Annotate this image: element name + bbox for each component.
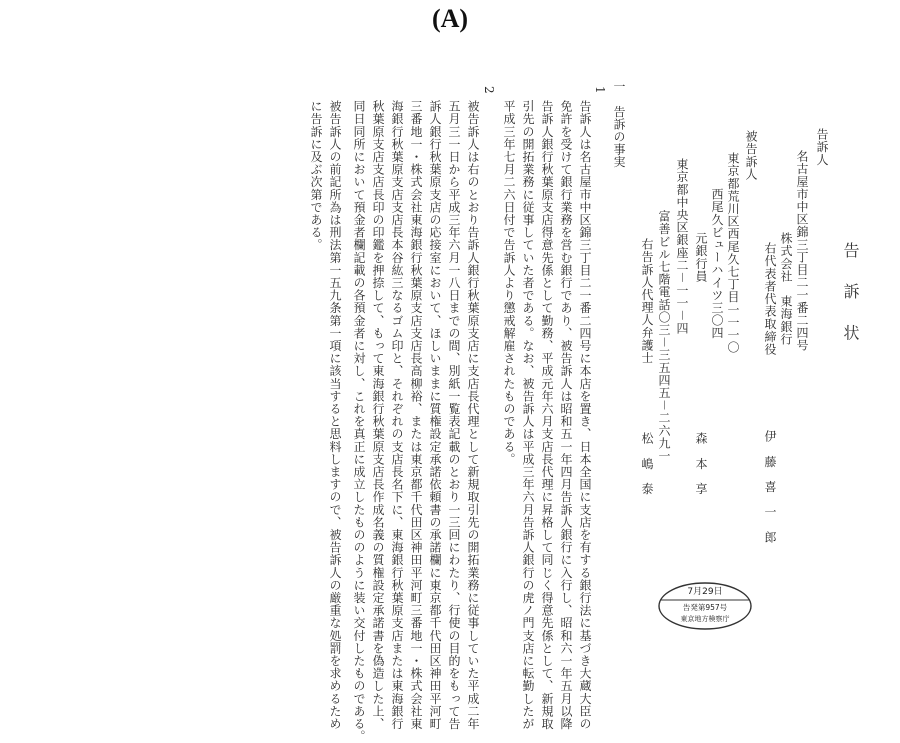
section-heading: 一 告訴の事実 bbox=[612, 80, 626, 169]
para2-line: 秋葉原支店支店長印の印鑑を押捺して、もって東海銀行秋葉原支店長作成名義の質権設定承諾書を偽造した上、 bbox=[371, 100, 385, 730]
para2-line: 五月三一日から平成三年六月一八日までの間、別紙一覧表記載のとおり一三回にわたり、行使の目的をもって告 bbox=[447, 100, 461, 730]
attorney-address: 東京都中央区銀座二－一一－四 bbox=[675, 158, 689, 335]
para2-line: 被告訴人は右のとおり告訴人銀行秋葉原支店に支店長代理として新規取引先の開拓業務に従事していた平成二年 bbox=[466, 100, 480, 730]
stamp-date: 7月29日 bbox=[687, 587, 723, 597]
accused-label: 被告訴人 bbox=[744, 130, 758, 181]
complainant-label: 告訴人 bbox=[815, 128, 829, 166]
accused-building: 西尾久ビューハイツ三〇四 bbox=[710, 188, 724, 340]
para2-line: 三番地一・株式会社東海銀行秋葉原支店支店長高柳裕、または東京都千代田区神田平河町三番地一・株式会社東 bbox=[409, 100, 423, 730]
figure-label: (A) bbox=[431, 4, 469, 33]
closing-line: に告訴に及ぶ次第である。 bbox=[309, 100, 323, 252]
complainant-address: 名古屋市中区錦三丁目二一番二四号 bbox=[795, 150, 809, 352]
para1-line: 告訴人は名古屋市中区錦三丁目二一番二四号に本店を置き、日本全国に支店を有する銀行法に基づき大蔵大臣の bbox=[578, 100, 592, 730]
closing-line: 被告訴人の前記所為は刑法第一五九条第一項に該当すると思料しますので、被告訴人の厳重な処罰を求めるため bbox=[328, 100, 342, 730]
para1-line: 平成三年七月二六日付で告訴人より懲戒解雇されたものである。 bbox=[502, 100, 516, 466]
accused-name: 森 本 享 bbox=[694, 432, 708, 495]
receipt-stamp bbox=[655, 578, 757, 632]
complainant-representative-name: 伊 藤 喜 一 郎 bbox=[763, 430, 777, 544]
complainant-representative-title: 右代表者代表取締役 bbox=[763, 242, 777, 356]
para2-number: 2 bbox=[482, 86, 496, 95]
attorney-title: 右告訴人代理人弁護士 bbox=[640, 238, 654, 364]
para2-line: 訴人銀行秋葉原支店の応接室において、ほしいままに質権設定承諾依頼書の承諾欄に東京都千代田区神田平河町 bbox=[428, 100, 442, 730]
document-title: 告 訴 状 bbox=[841, 242, 860, 351]
stamp-office: 東京地方検察庁 bbox=[680, 615, 730, 623]
para1-number: 1 bbox=[593, 86, 607, 95]
stamp-number: 告発第957号 bbox=[682, 603, 728, 612]
attorney-name: 松 嶋 泰 bbox=[640, 432, 654, 495]
attorney-building: 富善ビル七階電話〇三－三五四五－二六九一 bbox=[657, 210, 671, 462]
para1-line: 引先の開拓業務に従事していた者である。なお、被告訴人は平成三年六月告訴人銀行の虎ノ門支店に転勤したが bbox=[521, 100, 535, 730]
complainant-company: 株式会社 東海銀行 bbox=[779, 232, 793, 346]
para2-line: 海銀行秋葉原支店支店長本谷紘三なるゴム印と、それぞれの支店長名下に、東海銀行秋葉原支店または東海銀行 bbox=[390, 100, 404, 730]
para1-line: 免許を受けて銀行業務を営む銀行であり、被告訴人は昭和五一年四月告訴人銀行に入行し、昭和六一年五月以降 bbox=[559, 100, 573, 730]
para2-line: 同日同所において預金者欄記載の各預金者に対し、これを真正に成立したもののように装い交付したものである。 bbox=[352, 100, 366, 743]
accused-role: 元銀行員 bbox=[694, 232, 708, 283]
accused-address: 東京都荒川区西尾久七丁目一一一〇 bbox=[726, 152, 740, 354]
para1-line: 告訴人銀行秋葉原支店得意先係として勤務、平成元年六月支店長代理に昇格して同じく得意先係として、新規取 bbox=[540, 100, 554, 730]
